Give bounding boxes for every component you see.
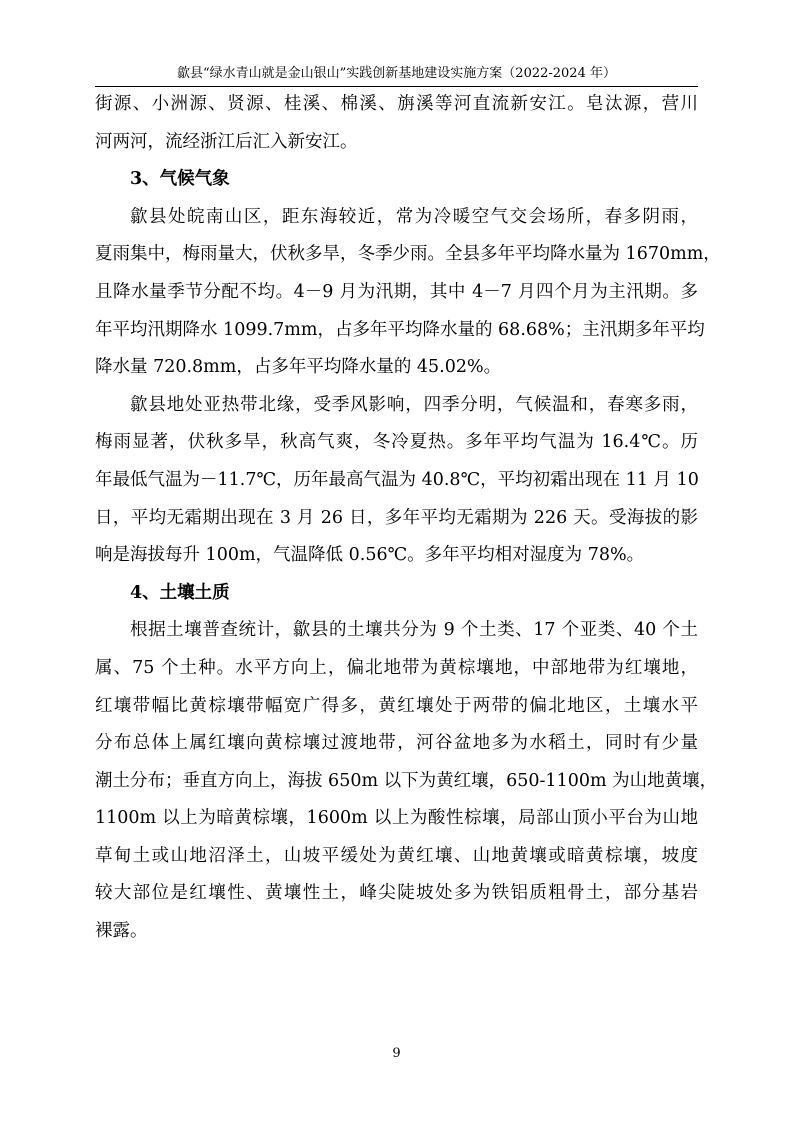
paragraph-line: 降水量 720.8mm，占多年平均降水量的 45.02%。	[95, 357, 502, 378]
paragraph-line: 且降水量季节分配不均。4－9 月为汛期，其中 4－7 月四个月为主汛期。多	[95, 281, 698, 302]
paragraph-line: 属、75 个土种。水平方向上，偏北地带为黄棕壤地，中部地带为红壤地，	[95, 657, 698, 678]
paragraph-line: 歙县处皖南山区，距东海较近，常为冷暖空气交会场所，春多阴雨，	[130, 206, 698, 227]
intro-line: 河两河，流经浙江后汇入新安江。	[95, 131, 358, 152]
page-number: 9	[392, 1046, 401, 1061]
paragraph-line: 红壤带幅比黄棕壤带幅宽广得多，黄红壤处于两带的偏北地区，土壤水平	[95, 695, 698, 716]
page-header: 歙县“绿水青山就是金山银山”实践创新基地建设实施方案（2022-2024 年）	[177, 66, 616, 81]
paragraph-line: 梅雨显著，伏秋多旱，秋高气爽，冬冷夏热。多年平均气温为 16.4℃。历	[95, 432, 698, 453]
intro-line: 街源、小洲源、贤源、桂溪、棉溪、旃溪等河直流新安江。皂汰源，营川	[95, 94, 698, 114]
document-body	[95, 86, 721, 951]
paragraph-line: 草甸土或山地沼泽土，山坡平缓处为黄红壤、山地黄壤或暗黄棕壤，坡度	[95, 845, 698, 866]
paragraph-temperature	[95, 387, 698, 575]
paragraph-line: 夏雨集中，梅雨量大，伏秋多旱，冬季少雨。全县多年平均降水量为 1670mm，	[95, 244, 721, 265]
paragraph-line: 较大部位是红壤性、黄壤性土，峰尖陡坡处多为铁铝质粗骨土，部分基岩	[95, 883, 698, 904]
paragraph-rainfall	[95, 199, 721, 387]
paragraph-line: 日，平均无霜期出现在 3 月 26 日，多年平均无霜期为 226 天。受海拔的影	[95, 507, 698, 528]
paragraph-line: 1100m 以上为暗黄棕壤，1600m 以上为酸性棕壤，局部山顶小平台为山地	[95, 808, 698, 829]
paragraph-line: 响是海拔每升 100m，气温降低 0.56℃。多年平均相对湿度为 78%。	[95, 545, 645, 566]
paragraph-line: 年最低气温为－11.7℃，历年最高气温为 40.8℃，平均初霜出现在 11 月 10	[95, 469, 699, 490]
paragraph-line: 分布总体上属红壤向黄棕壤过渡地带，河谷盆地多为水稻土，同时有少量	[95, 733, 698, 754]
paragraph-line: 歙县地处亚热带北缘，受季风影响，四季分明，气候温和，春寒多雨，	[130, 394, 698, 415]
paragraph-line: 潮土分布；垂直方向上，海拔 650m 以下为黄红壤，650-1100m 为山地黄壤，	[95, 770, 718, 791]
paragraph-line: 年平均汛期降水 1099.7mm，占多年平均降水量的 68.68%；主汛期多年平均	[95, 319, 705, 340]
paragraph-soil	[95, 612, 718, 950]
paragraph-line: 裸露。	[95, 921, 148, 942]
section-heading-soil: 4、土壤土质	[130, 582, 230, 603]
section-heading-climate: 3、气候气象	[130, 169, 230, 190]
paragraph-line: 根据土壤普查统计，歙县的土壤共分为 9 个土类、17 个亚类、40 个土	[130, 620, 698, 641]
